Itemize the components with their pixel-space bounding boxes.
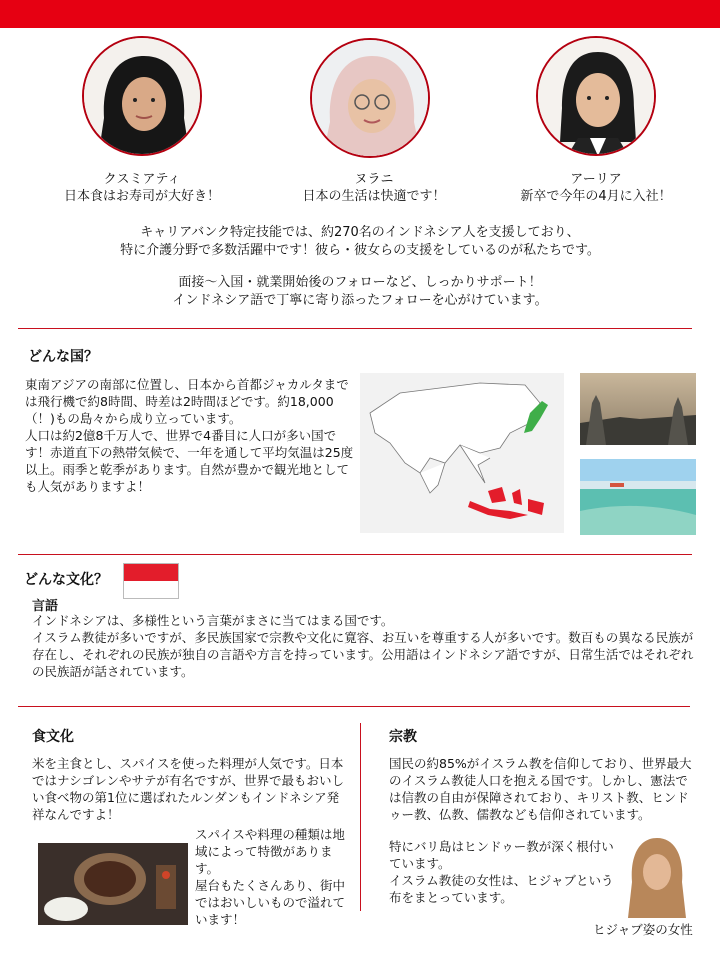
hijab-woman-photo (620, 832, 694, 918)
language-subheading: 言語 (32, 599, 59, 614)
avatar-aria (536, 36, 656, 156)
top-red-bar (0, 0, 720, 28)
religion-paragraph: イスラム教徒の女性は、ヒジャブという布をまとっています。 (389, 873, 614, 905)
food-text-right (195, 826, 345, 928)
staff-name: クスミアティ (103, 172, 181, 187)
divider (18, 328, 692, 329)
staff-caption-aria (481, 171, 711, 205)
country-text (25, 376, 355, 495)
country-heading: どんな国？ (28, 349, 98, 365)
religion-text (389, 755, 694, 823)
divider (18, 706, 690, 707)
food-paragraph: スパイスや料理の種類は地域によって特徴があります。 (195, 827, 345, 876)
intro-text (60, 224, 660, 310)
staff-comment: 日本食はお寿司が大好き！ (63, 189, 220, 204)
borobudur-photo (580, 373, 696, 445)
staff-caption-nurani (259, 171, 489, 205)
staff-comment: 日本の生活は快適です！ (302, 189, 446, 204)
culture-heading: どんな文化？ (24, 572, 108, 588)
intro-line: 特に介護分野で多数活躍中です！彼ら・彼女らの支援をしているのが私たちです。 (120, 243, 600, 258)
hijab-caption: ヒジャブ姿の女性 (593, 922, 693, 937)
divider (18, 554, 692, 555)
indonesia-flag (123, 563, 179, 599)
beach-photo (580, 459, 696, 535)
religion-paragraph: 国民の約85%がイスラム教を信仰しており、世界最大のイスラム教徒人口を抱える国です。しかし、憲法では信教の自由が保障されており、キリスト教、ヒンドゥー教、仏教、儒教なども信仰されています。 (389, 756, 692, 822)
food-paragraph: 屋台もたくさんあり、街中ではおいしいもので溢れています！ (195, 878, 346, 927)
food-text: 米を主食とし、スパイスを使った料理が人気です。日本ではナシゴレンやサテが有名ですが、世界で最もおいしい食べ物の第1位に選ばれたルンダンもインドネシア発祥なんですよ！ (32, 756, 344, 822)
avatar-kusmiati (82, 36, 202, 156)
religion-paragraph: 特にバリ島はヒンドゥー教が深く根付いています。 (389, 839, 614, 871)
religion-heading: 宗教 (389, 729, 417, 745)
avatar-nurani (310, 38, 430, 158)
country-paragraph: 東南アジアの南部に位置し、日本から首都ジャカルタまでは飛行機で約8時間、時差は2時間ほどです。約18,000（！)もの島々から成り立っています。 (25, 377, 349, 426)
culture-paragraph: イスラム教徒が多いですが、多民族国家で宗教や文化に寛容、お互いを尊重する人が多いです。数百もの異なる民族が存在し、それぞれの民族が独自の言語や方言を持っています。公用語はインドネシア語ですが、日常生活ではそれぞれの民族語が話されています。 (32, 630, 694, 679)
staff-name: ヌラニ (354, 172, 394, 187)
column-divider (360, 723, 361, 911)
intro-line: 面接～入国・就業開始後のフォローなど、しっかりサポート！ (178, 275, 542, 290)
staff-comment: 新卒で今年の4月に入社！ (520, 189, 672, 204)
staff-caption-kusmiati (27, 171, 257, 205)
culture-text (32, 612, 694, 680)
intro-line: キャリアバンク特定技能では、約270名のインドネシア人を支援しており、 (140, 225, 580, 240)
country-paragraph: 人口は約2億8千万人で、世界で4番目に人口が多い国です！赤道直下の熱帯気候で、一年を通して平均気温は25度以上。雨季と乾季があります。自然が豊かで観光地としても人気がありますよ！ (25, 428, 354, 494)
culture-paragraph: インドネシアは、多様性という言葉がまさに当てはまる国です。 (32, 613, 394, 628)
staff-name: アーリア (570, 172, 622, 187)
religion-text-lower (389, 838, 617, 906)
intro-line: インドネシア語で丁寧に寄り添ったフォローを心がけています。 (172, 293, 548, 308)
asia-map-image (360, 373, 564, 533)
rendang-photo (38, 843, 188, 925)
food-heading: 食文化 (32, 729, 74, 745)
